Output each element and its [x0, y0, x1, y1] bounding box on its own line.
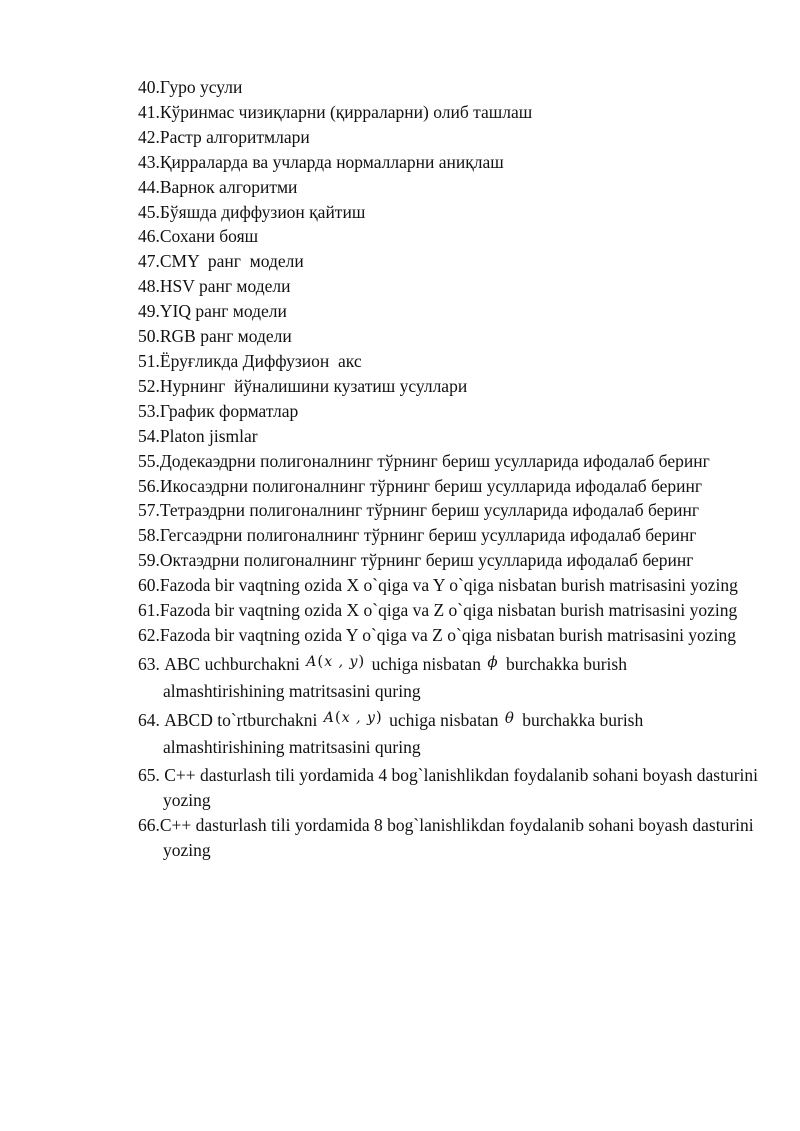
list-item [138, 474, 733, 499]
item-text: Икосаэдрни полигоналнинг тўрнинг бериш усулларида ифодалаб беринг [159, 475, 703, 496]
item-number: 61. [138, 600, 160, 621]
math-variable: A [306, 653, 318, 670]
list-item [138, 100, 758, 125]
list-item [138, 523, 733, 548]
item-text: uchiga nisbatan [389, 709, 499, 730]
list-item [138, 249, 758, 274]
math-paren: ) [358, 651, 366, 670]
item-text: Тетраэдрни полигоналнинг тўрнинг бериш усулларида ифодалаб беринг [159, 500, 700, 521]
item-text: Растр алгоритмлари [159, 126, 310, 147]
list-item [138, 150, 758, 175]
item-text: Fazoda bir vaqtning ozida X o`qiga va Z o`qiga nisbatan burish matrisasini yozing [159, 600, 738, 621]
item-text: ABCD to`rtburchakni [164, 709, 318, 730]
item-number: 42. [138, 126, 160, 147]
item-text: CMY ранг модели [159, 251, 304, 272]
item-number: 44. [138, 176, 160, 197]
item-number: 49. [138, 301, 160, 322]
item-number: 45. [138, 201, 160, 222]
question-list [138, 75, 758, 863]
list-item [138, 573, 773, 598]
item-text: Гуро усули [159, 77, 243, 97]
list-item [138, 424, 758, 449]
list-item [138, 498, 733, 523]
list-item [138, 274, 758, 299]
list-item [138, 399, 758, 424]
item-text: Варнок алгоритми [159, 176, 298, 197]
item-text: burchakka burish almashtirishining matritsasini quring [163, 709, 644, 757]
item-text: Fazoda bir vaqtning ozida X o`qiga va Y o`qiga nisbatan burish matrisasini yozing [159, 575, 738, 596]
list-item [138, 548, 800, 573]
item-number: 56. [138, 475, 160, 496]
list-item [138, 175, 758, 200]
item-text: uchiga nisbatan [371, 653, 481, 674]
list-item [138, 708, 733, 760]
math-paren: ) [375, 707, 383, 726]
math-args: x , y [341, 709, 376, 726]
item-number: 50. [138, 326, 160, 347]
item-number: 60. [138, 575, 160, 596]
item-number: 41. [138, 101, 160, 122]
item-number: 59. [138, 550, 160, 571]
item-number: 66. [138, 815, 160, 836]
item-number: 63. [138, 653, 165, 674]
list-item [138, 125, 758, 150]
list-item [138, 224, 758, 249]
item-number: 46. [138, 226, 160, 247]
item-number: 47. [138, 251, 160, 272]
item-number: 58. [138, 525, 160, 546]
item-number: 62. [138, 624, 160, 645]
list-item [138, 75, 758, 100]
list-item [138, 349, 758, 374]
math-args: x , y [324, 653, 359, 670]
item-text: Fazoda bir vaqtning ozida Y o`qiga va Z o`qiga nisbatan burish matrisasini yozing [159, 624, 736, 645]
math-paren: ( [334, 707, 342, 726]
math-point-expression [323, 707, 383, 726]
item-text: Бўяшда диффузион қайтиш [159, 201, 366, 222]
item-text: ABC uchburchakni [164, 653, 300, 674]
list-item [138, 813, 773, 863]
item-text: Ёруғликда Диффузион акс [159, 350, 362, 371]
phi-symbol: ϕ [487, 652, 498, 671]
item-number: 40. [138, 77, 160, 97]
list-item [138, 299, 758, 324]
item-number: 48. [138, 276, 160, 297]
math-point-expression [306, 651, 366, 670]
item-text: Нурнинг йўналишини кузатиш усуллари [159, 375, 468, 396]
math-variable: A [323, 709, 335, 726]
list-item [138, 623, 773, 648]
item-number: 54. [138, 425, 160, 446]
list-item [138, 598, 773, 623]
list-item [138, 374, 758, 399]
item-number: 51. [138, 350, 160, 371]
item-text: C++ dasturlash tili yordamida 4 bog`lanishlikdan foydalanib sohani boyash dasturini yozing [163, 765, 758, 811]
math-paren: ( [317, 651, 325, 670]
item-text: Октаэдрни полигоналнинг тўрнинг бериш усулларида ифодалаб беринг [159, 550, 694, 571]
item-text: YIQ ранг модели [159, 301, 287, 322]
item-number: 52. [138, 375, 160, 396]
list-item [138, 449, 733, 474]
item-text: Қирраларда ва учларда нормалларни аниқлаш [159, 151, 504, 172]
item-text: C++ dasturlash tili yordamida 8 bog`lanishlikdan foydalanib sohani boyash dasturini yozing [159, 815, 754, 861]
list-item [138, 763, 773, 813]
item-text: График форматлар [159, 400, 299, 421]
item-text: RGB ранг модели [159, 326, 292, 347]
item-text: HSV ранг модели [159, 276, 291, 297]
item-number: 53. [138, 400, 160, 421]
item-text: Сохани бояш [159, 226, 259, 247]
item-number: 64. [138, 709, 165, 730]
item-text: Кўринмас чизиқларни (қирраларни) олиб ташлаш [159, 101, 533, 122]
item-text: Гегсаэдрни полигоналнинг тўрнинг бериш усулларида ифодалаб беринг [159, 525, 697, 546]
list-item [138, 200, 758, 225]
item-text: Platon jismlar [159, 425, 258, 446]
item-number: 65. [138, 765, 165, 786]
theta-symbol: θ [504, 708, 514, 727]
item-text: Додекаэдрни полигоналнинг тўрнинг бериш усулларида ифодалаб беринг [159, 450, 710, 471]
list-item [138, 652, 723, 704]
list-item [138, 324, 758, 349]
item-number: 55. [138, 450, 160, 471]
item-number: 43. [138, 151, 160, 172]
item-text: burchakka burish almashtirishining matritsasini quring [163, 653, 627, 701]
item-number: 57. [138, 500, 160, 521]
